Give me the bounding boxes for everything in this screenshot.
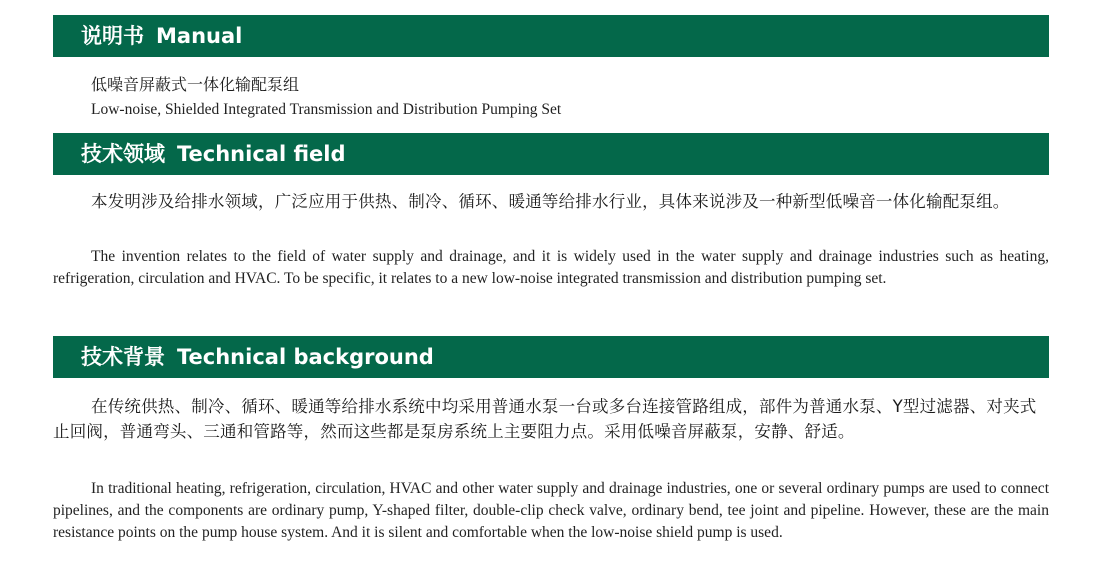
section-heading-en: Technical field — [177, 142, 346, 166]
section-heading-zh: 技术背景 — [81, 345, 165, 369]
section-header-technical-field — [53, 133, 1049, 175]
section-header-technical-background — [53, 336, 1049, 378]
section-heading-zh: 说明书 — [81, 24, 144, 48]
product-title-en: Low-noise, Shielded Integrated Transmission and Distribution Pumping Set — [91, 101, 562, 118]
section-heading-en: Manual — [156, 24, 243, 48]
section-heading-en: Technical background — [177, 345, 434, 369]
technical-background-body-zh: 在传统供热、制冷、循环、暖通等给排水系统中均采用普通水泵一台或多台连接管路组成，部件为普通水泵、Y型过滤器、对夹式止回阀，普通弯头、三通和管路等，然而这些都是泵房系统上主要阻力点。采用低噪音屏蔽泵，安静、舒适。 — [53, 397, 1037, 441]
section-header-manual — [53, 15, 1049, 57]
technical-field-body-zh: 本发明涉及给排水领域，广泛应用于供热、制冷、循环、暖通等给排水行业，具体来说涉及一种新型低噪音一体化输配泵组。 — [91, 192, 1010, 211]
technical-field-body-en: The invention relates to the field of water supply and drainage, and it is widely used in the water supply and drainage industries such as heating, refrigeration, circulation and HVAC. To be specific, it relates to a new low-noise integrated transmission and distribution pumping set. — [53, 248, 1049, 287]
product-title-zh: 低噪音屏蔽式一体化输配泵组 — [91, 75, 300, 94]
technical-background-body-en: In traditional heating, refrigeration, circulation, HVAC and other water supply and drainage industries, one or several ordinary pumps are used to connect pipelines, and the components are ordinary pump, Y-shaped filter, double-clip check valve, ordinary bend, tee joint and pipeline. However, these are the main resistance points on the pump house system. And it is silent and comfortable when the low-noise shield pump is used. — [53, 480, 1049, 541]
section-heading-zh: 技术领域 — [81, 142, 165, 166]
